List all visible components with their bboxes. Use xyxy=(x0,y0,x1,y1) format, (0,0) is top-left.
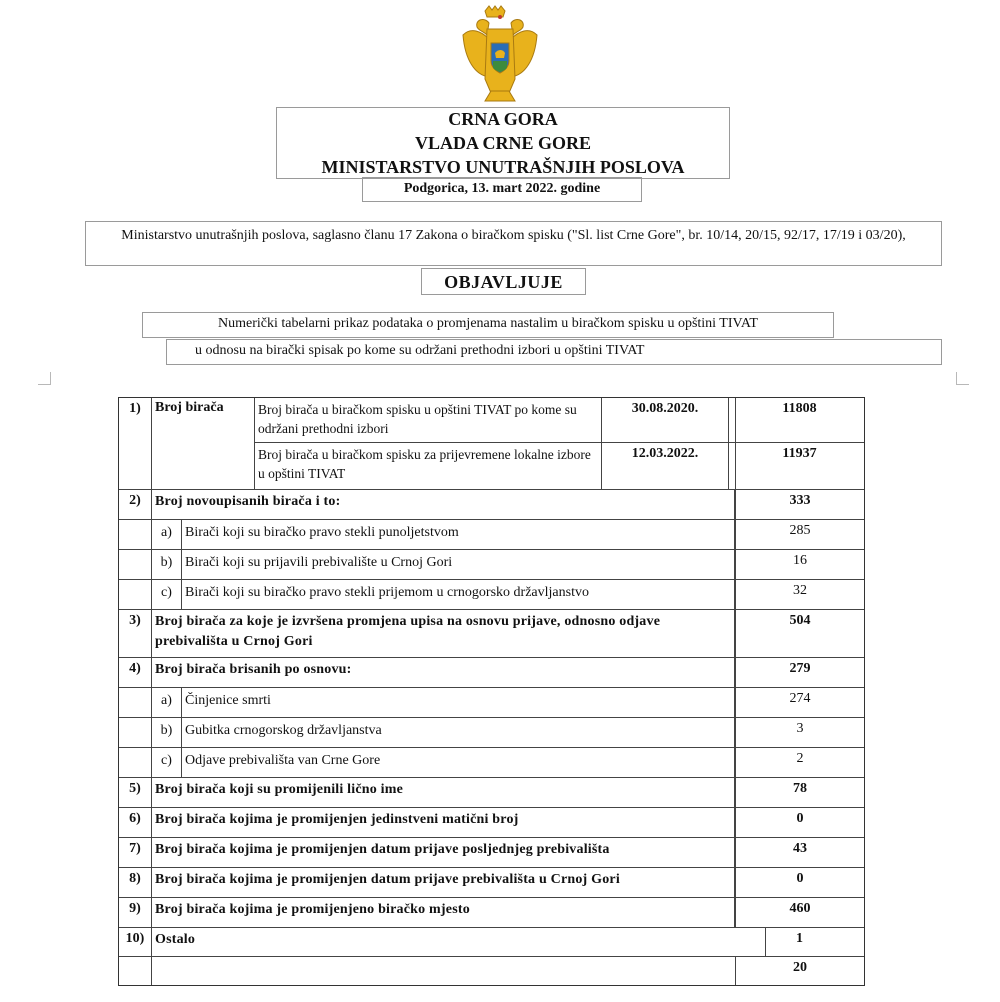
row-number: 2) xyxy=(119,490,152,519)
sub-value: 32 xyxy=(735,580,864,609)
row-number xyxy=(119,550,152,579)
row-value: 504 xyxy=(735,610,864,657)
table-row-8 xyxy=(119,868,864,898)
table-row-7 xyxy=(119,838,864,868)
header-government: VLADA CRNE GORE xyxy=(414,133,592,153)
row-number: 6) xyxy=(119,808,152,837)
row1-split xyxy=(254,442,864,443)
table-row-4 xyxy=(119,658,864,688)
row-label: Broj birača kojima je promijenjeno biračko mjesto xyxy=(155,902,470,917)
row-number xyxy=(119,957,152,985)
table-row-1 xyxy=(119,398,864,490)
row-number xyxy=(119,748,152,777)
sub-value: 285 xyxy=(735,520,864,549)
row-label: Broj birača kojima je promijenjen datum prijave posljednjeg prebivališta xyxy=(155,842,610,857)
sub-letter: c) xyxy=(152,580,182,609)
row-value: 43 xyxy=(735,838,864,867)
page-corner-mark-left xyxy=(38,372,51,385)
row1-b-date: 12.03.2022. xyxy=(631,446,699,461)
sub-label: Činjenice smrti xyxy=(185,693,271,708)
table-row-6 xyxy=(119,808,864,838)
subtitle-1: Numerički tabelarni prikaz podataka o promjenama nastalim u biračkom spisku u opštini TIVAT xyxy=(142,312,834,338)
row-value: 78 xyxy=(735,778,864,807)
sub-letter: a) xyxy=(152,520,182,549)
row-number xyxy=(119,688,152,717)
table-subrow-4b xyxy=(119,718,864,748)
date-line: Podgorica, 13. mart 2022. godine xyxy=(362,177,642,202)
row1-a-date: 30.08.2020. xyxy=(631,401,699,416)
table-row-3 xyxy=(119,610,864,658)
row-number xyxy=(119,520,152,549)
table-subrow-2b xyxy=(119,550,864,580)
montenegro-coat-of-arms-icon xyxy=(455,5,545,105)
table-subrow-4c xyxy=(119,748,864,778)
sub-letter: a) xyxy=(152,688,182,717)
row1-a-value: 11808 xyxy=(782,401,817,416)
sub-letter: b) xyxy=(152,718,182,747)
row-number: 7) xyxy=(119,838,152,867)
row1-divider xyxy=(254,398,255,490)
sub-value: 274 xyxy=(735,688,864,717)
row-label: Broj birača kojima je promijenjen datum prijave prebivališta u Crnoj Gori xyxy=(155,872,620,887)
row-value: 0 xyxy=(735,808,864,837)
row-value: 279 xyxy=(735,658,864,687)
table-row-2 xyxy=(119,490,864,520)
row-number: 10) xyxy=(119,928,152,956)
row-number: 8) xyxy=(119,868,152,897)
row1-value-divider xyxy=(735,398,736,490)
sub-label: Odjave prebivališta van Crne Gore xyxy=(185,753,381,768)
sub-label: Gubitka crnogorskog državljanstva xyxy=(185,723,382,738)
subtitle-2: u odnosu na birački spisak po kome su održani prethodni izbori u opštini TIVAT xyxy=(166,339,942,365)
header-ministry: MINISTARSTVO UNUTRAŠNJIH POSLOVA xyxy=(321,157,685,177)
row1-label: Broj birača xyxy=(155,400,224,415)
row1-b-value: 11937 xyxy=(782,446,817,461)
row-value: 333 xyxy=(735,490,864,519)
row-label: Broj birača koji su promijenili lično ime xyxy=(155,782,404,797)
row-number: 1) xyxy=(119,398,152,489)
row1-b-text: Broj birača u biračkom spisku za prijevremene lokalne izbore u opštini TIVAT xyxy=(258,447,591,481)
row-number: 3) xyxy=(119,610,152,657)
table-row-5 xyxy=(119,778,864,808)
sub-letter: c) xyxy=(152,748,182,777)
table-subrow-2c xyxy=(119,580,864,610)
sub-value: 16 xyxy=(735,550,864,579)
row-number: 5) xyxy=(119,778,152,807)
row-label: Broj birača za koje je izvršena promjena upisa na osnovu prijave, odnosno odjave prebivališta u Crnoj Gori xyxy=(155,614,661,649)
table-subrow-2a xyxy=(119,520,864,550)
page-corner-mark-right xyxy=(956,372,969,385)
row-number xyxy=(119,580,152,609)
voter-changes-table xyxy=(118,397,865,986)
table-row-10 xyxy=(119,928,864,957)
row-number: 4) xyxy=(119,658,152,687)
row-label: Broj birača brisanih po osnovu: xyxy=(155,662,352,677)
sub-label: Birači koji su biračko pravo stekli punoljetstvom xyxy=(185,525,459,540)
row-value: 0 xyxy=(735,868,864,897)
table-row-9 xyxy=(119,898,864,928)
row-label: Broj novoupisanih birača i to: xyxy=(155,494,341,509)
header-country: CRNA GORA xyxy=(448,109,558,129)
row-number: 9) xyxy=(119,898,152,927)
sub-label: Birači koji su prijavili prebivalište u Crnoj Gori xyxy=(185,555,453,570)
row-label: Broj birača kojima je promijenjen jedinstveni matični broj xyxy=(155,812,519,827)
row-value: 460 xyxy=(735,898,864,927)
total-value: 20 xyxy=(735,957,864,985)
sub-label: Birači koji su biračko pravo stekli prijemom u crnogorsko državljanstvo xyxy=(185,585,589,600)
row-label: Ostalo xyxy=(155,932,196,947)
row1-a-text: Broj birača u biračkom spisku u opštini TIVAT po kome su održani prethodni izbori xyxy=(258,402,577,436)
table-row-total xyxy=(119,957,864,985)
row-value: 1 xyxy=(796,931,803,946)
announce-heading: OBJAVLJUJE xyxy=(421,268,586,295)
row-number xyxy=(119,718,152,747)
sub-value: 2 xyxy=(735,748,864,777)
sub-letter: b) xyxy=(152,550,182,579)
sub-value: 3 xyxy=(735,718,864,747)
table-subrow-4a xyxy=(119,688,864,718)
intro-text: Ministarstvo unutrašnjih poslova, saglasno članu 17 Zakona o biračkom spisku ("Sl. list Crne Gore", br. 10/14, 20/15, 92/17, 17/19 i 03/20), xyxy=(85,221,942,266)
